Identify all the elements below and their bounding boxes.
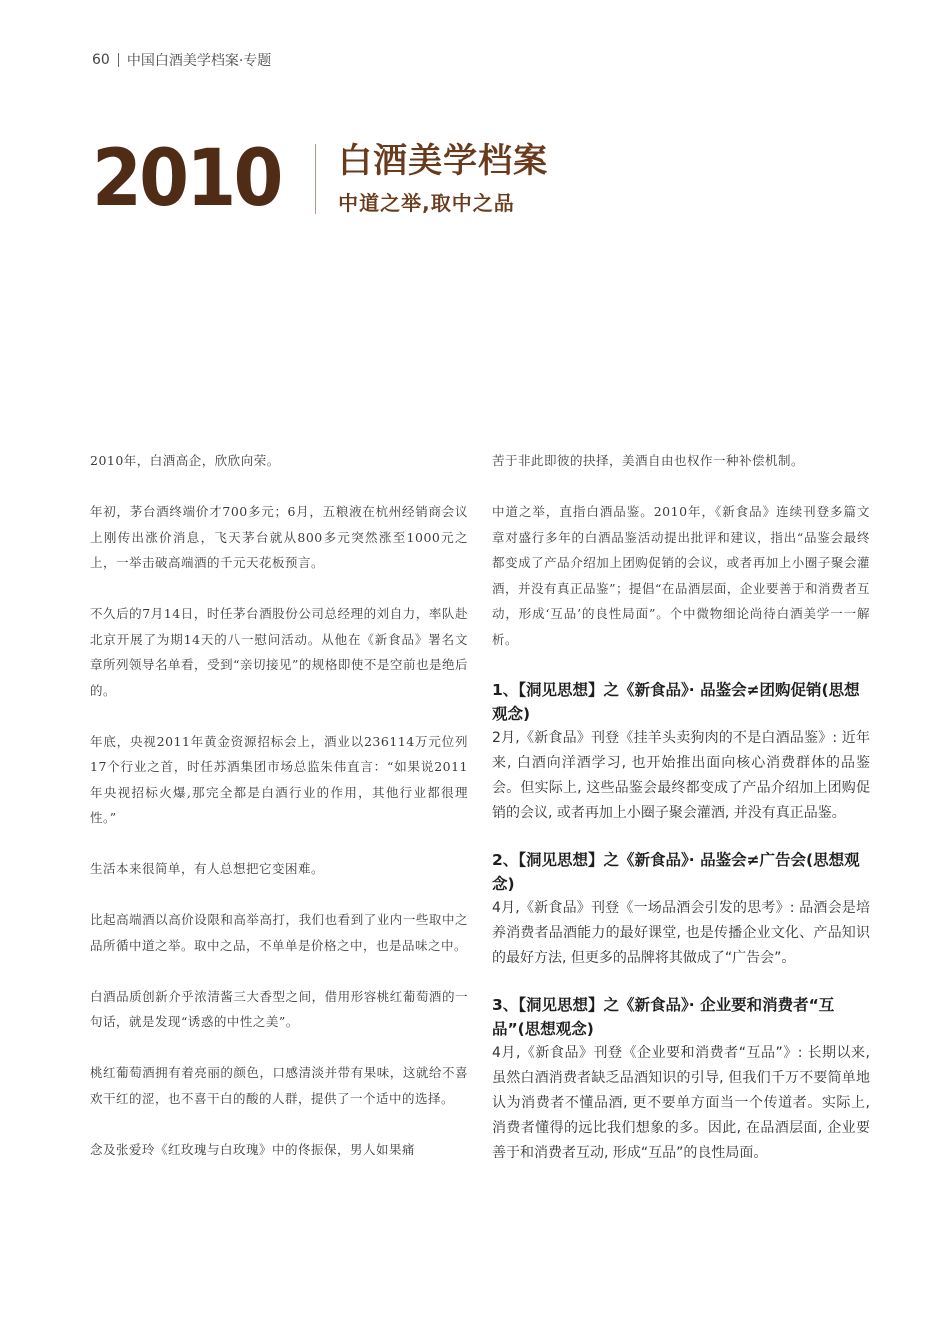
running-title: 中国白酒美学档案·专题 <box>126 53 272 69</box>
page-number: 60 <box>92 52 110 68</box>
title-text-group <box>338 142 548 216</box>
left-paragraph-5: 生活本来很简单，有人总想把它变困难。 <box>90 861 325 876</box>
title-subtitle: 中道之举,取中之品 <box>338 191 515 216</box>
left-paragraph-9: 念及张爱玲《红玫瑰与白玫瑰》中的佟振保，男人如果痛 <box>90 1141 416 1157</box>
header-divider <box>118 53 119 67</box>
section-2-title: 2、【洞见思想】之《新食品》· 品鉴会≠广告会(思想观念) <box>492 850 860 893</box>
left-paragraph-8: 桃红葡萄酒拥有着亮丽的颜色，口感清淡并带有果味，这就给不喜欢干红的涩，也不喜干白的酸的人群，提供了一个适中的选择。 <box>90 1065 468 1106</box>
right-column <box>492 448 870 1188</box>
left-paragraph-6: 比起高端酒以高价设限和高举高打，我们也看到了业内一些取中之品所循中道之举。取中之品，不单单是价格之中，也是品味之中。 <box>90 912 468 953</box>
right-paragraph-1: 苦于非此即彼的抉择，美酒自由也权作一种补偿机制。 <box>492 453 805 468</box>
left-paragraph-7: 白酒品质创新介乎浓清酱三大香型之间，借用形容桃红葡萄酒的一句话，就是发现“诱惑的中性之美”。 <box>90 988 468 1029</box>
title-main: 白酒美学档案 <box>338 140 549 181</box>
left-paragraph-1: 2010年，白酒高企，欣欣向荣。 <box>90 453 280 468</box>
running-header <box>92 50 271 70</box>
left-column <box>90 448 468 1188</box>
section-1-body: 2月,《新食品》刊登《挂羊头卖狗肉的不是白酒品鉴》: 近年来, 白酒向洋酒学习, 也开始推出面向核心消费群体的品鉴会。但实际上, 这些品鉴会最终都变成了产品介绍加上团购促销的会议, 或者再加上小圈子聚会灌酒, 并没有真正品鉴。 <box>492 729 870 821</box>
left-paragraph-2: 年初，茅台酒终端价才700多元；6月，五粮液在杭州经销商会议上刚传出涨价消息，飞天茅台就从800多元突然涨至1000元之上，一举击破高端酒的千元天花板预言。 <box>90 504 468 570</box>
left-paragraph-3: 不久后的7月14日，时任茅台酒股份公司总经理的刘自力，率队赴北京开展了为期14天的八一慰问活动。从他在《新食品》署名文章所列领导名单看，受到“亲切接见”的规格即使不是空前也是绝后的。 <box>90 606 468 698</box>
section-1-title: 1、【洞见思想】之《新食品》· 品鉴会≠团购促销(思想观念) <box>492 680 860 723</box>
section-3-title: 3、【洞见思想】之《新食品》· 企业要和消费者“互品”(思想观念) <box>492 995 835 1038</box>
right-paragraph-2: 中道之举，直指白酒品鉴。2010年，《新食品》连续刊登多篇文章对盛行多年的白酒品鉴活动提出批评和建议，指出“品鉴会最终都变成了产品介绍加上团购促销的会议，或者再加上小圈子聚会灌酒，并没有真正品鉴”；提倡“在品酒层面，企业要善于和消费者互动，形成‘互品’的良性局面”。个中微物细论尚待白酒美学一一解析。 <box>492 504 870 647</box>
section-2-body: 4月,《新食品》刊登《一场品酒会引发的思考》: 品酒会是培养消费者品酒能力的最好课堂, 也是传播企业文化、产品知识的最好方法, 但更多的品牌将其做成了“广告会”。 <box>492 899 870 966</box>
left-paragraph-4: 年底，央视2011年黄金资源招标会上，酒业以236114万元位列17个行业之首，时任苏酒集团市场总监朱伟直言：“如果说2011年央视招标火爆,那完全都是白酒行业的作用，其他行业都很理性。” <box>90 733 468 825</box>
title-block <box>92 134 549 224</box>
title-divider <box>315 144 316 214</box>
section-3-body: 4月,《新食品》刊登《企业要和消费者“互品”》: 长期以来, 虽然白酒消费者缺乏品酒知识的引导, 但我们千万不要简单地认为消费者不懂品酒, 更不要单方面当一个传道者。实际上, 消费者懂得的远比我们想象的多。因此, 在品酒层面, 企业要善于和消费者互动, 形成“互品”的良性局面。 <box>492 1044 870 1161</box>
title-year: 2010 <box>92 134 281 224</box>
